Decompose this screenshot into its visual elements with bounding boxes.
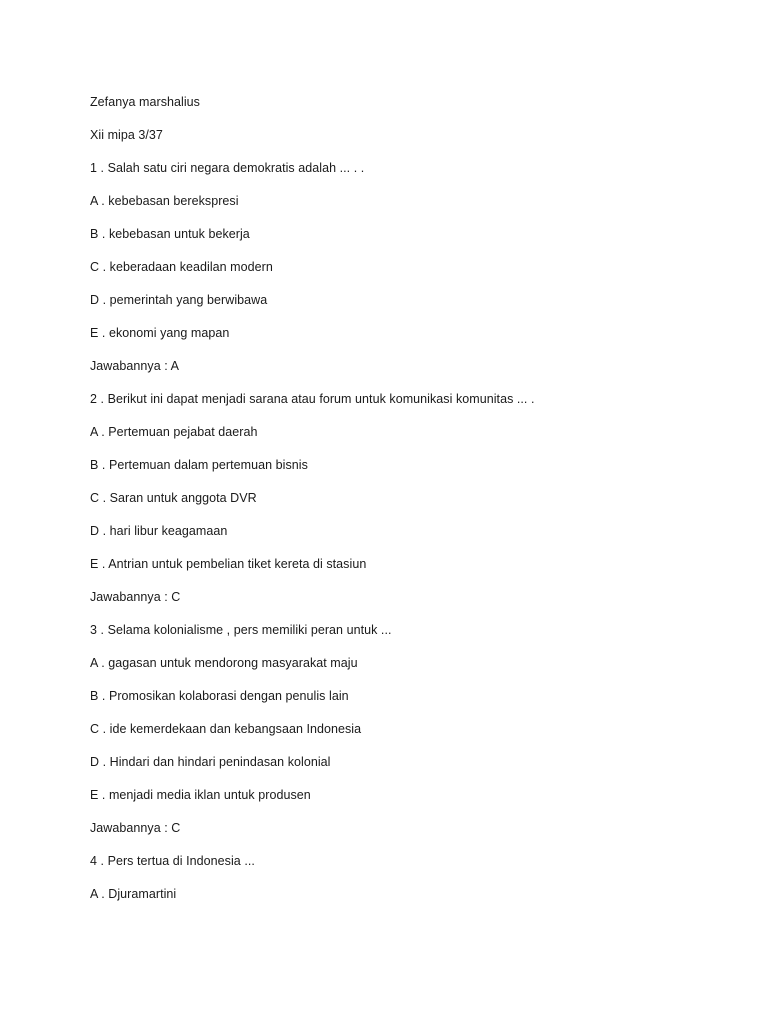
student-name: Zefanya marshalius bbox=[90, 95, 200, 109]
question-3-prompt: 3 . Selama kolonialisme , pers memiliki peran untuk ... bbox=[90, 623, 392, 637]
question-3-option-d: D . Hindari dan hindari penindasan kolonial bbox=[90, 755, 331, 769]
question-1-option-e: E . ekonomi yang mapan bbox=[90, 326, 230, 340]
question-2-prompt: 2 . Berikut ini dapat menjadi sarana atau forum untuk komunikasi komunitas ... . bbox=[90, 392, 535, 406]
question-1-prompt: 1 . Salah satu ciri negara demokratis adalah ... . . bbox=[90, 161, 365, 175]
question-1-option-b: B . kebebasan untuk bekerja bbox=[90, 227, 250, 241]
question-4-option-a: A . Djuramartini bbox=[90, 887, 177, 901]
question-2-answer: Jawabannya : C bbox=[90, 590, 181, 604]
question-2-option-d: D . hari libur keagamaan bbox=[90, 524, 228, 538]
document-body bbox=[90, 92, 730, 917]
question-2-option-c: C . Saran untuk anggota DVR bbox=[90, 491, 257, 505]
question-3-option-b: B . Promosikan kolaborasi dengan penulis lain bbox=[90, 689, 349, 703]
question-1-answer: Jawabannya : A bbox=[90, 359, 179, 373]
question-1-option-d: D . pemerintah yang berwibawa bbox=[90, 293, 268, 307]
class-info: Xii mipa 3/37 bbox=[90, 128, 163, 142]
question-3-option-e: E . menjadi media iklan untuk produsen bbox=[90, 788, 311, 802]
question-3-option-c: C . ide kemerdekaan dan kebangsaan Indonesia bbox=[90, 722, 362, 736]
question-1-option-c: C . keberadaan keadilan modern bbox=[90, 260, 273, 274]
question-2-option-b: B . Pertemuan dalam pertemuan bisnis bbox=[90, 458, 308, 472]
question-4-prompt: 4 . Pers tertua di Indonesia ... bbox=[90, 854, 255, 868]
question-2-option-e: E . Antrian untuk pembelian tiket kereta di stasiun bbox=[90, 557, 367, 571]
question-3-answer: Jawabannya : C bbox=[90, 821, 181, 835]
question-1-option-a: A . kebebasan berekspresi bbox=[90, 194, 239, 208]
question-2-option-a: A . Pertemuan pejabat daerah bbox=[90, 425, 258, 439]
question-3-option-a: A . gagasan untuk mendorong masyarakat maju bbox=[90, 656, 358, 670]
